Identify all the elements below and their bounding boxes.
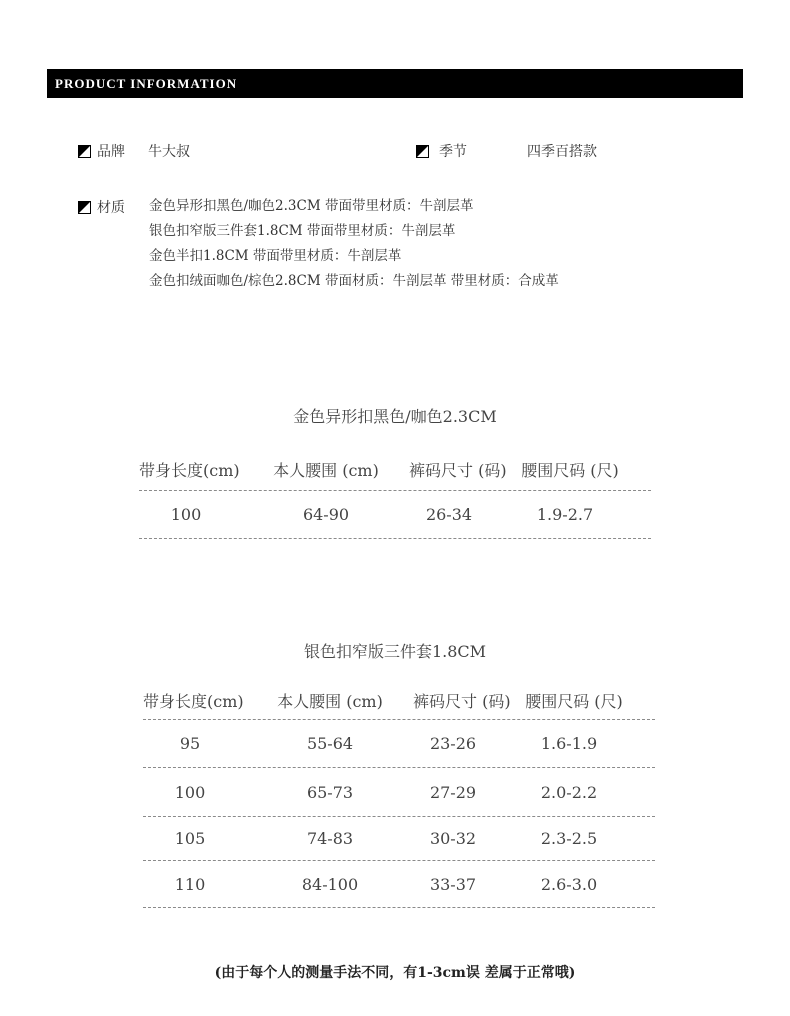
column-header: 本人腰围 (cm)	[277, 692, 383, 711]
size-table	[143, 689, 655, 908]
table-cell: 26-34	[425, 505, 473, 524]
brand-value: 牛大叔	[148, 144, 190, 160]
table-cell: 64-90	[302, 505, 350, 524]
section-header: PRODUCT INFORMATION	[47, 69, 743, 98]
table-cell: 95	[179, 734, 201, 753]
table-cell: 1.6-1.9	[540, 734, 598, 753]
table-cell: 30-32	[429, 829, 477, 848]
material-line: 金色扣绒面咖色/棕色2.8CM 带面材质：牛剖层革 带里材质：合成革	[149, 273, 559, 289]
column-header: 腰围尺码 (尺)	[521, 461, 619, 480]
measurement-footnote: (由于每个人的测量手法不同，有1-3cm误 差属于正常哦)	[214, 965, 576, 981]
table-cell: 2.6-3.0	[540, 874, 598, 894]
size-table-title: 银色扣窄版三件套1.8CM	[303, 642, 487, 661]
table-row	[139, 491, 651, 538]
column-header: 本人腰围 (cm)	[273, 461, 379, 480]
material-label: 材质	[97, 200, 125, 216]
table-cell: 65-73	[306, 782, 354, 802]
season-label: 季节	[439, 144, 467, 160]
table-cell: 1.9-2.7	[536, 505, 594, 524]
half-square-icon	[416, 145, 429, 158]
table-header-row	[143, 689, 655, 719]
column-header: 带身长度(cm)	[139, 461, 240, 480]
table-row	[143, 861, 655, 907]
size-table	[139, 458, 651, 539]
table-cell: 33-37	[429, 874, 477, 894]
brand-label: 品牌	[97, 144, 125, 160]
divider	[139, 538, 651, 539]
table-row	[143, 720, 655, 767]
material-line: 银色扣窄版三件套1.8CM 带面带里材质：牛剖层革	[149, 223, 456, 239]
material-attribute	[78, 197, 125, 217]
size-table-title: 金色异形扣黑色/咖色2.3CM	[293, 407, 497, 426]
material-lines	[149, 197, 559, 297]
half-square-icon	[78, 201, 91, 214]
divider	[143, 907, 655, 908]
column-header: 腰围尺码 (尺)	[525, 692, 623, 711]
column-header: 带身长度(cm)	[143, 692, 244, 711]
table-row	[143, 817, 655, 860]
table-cell: 2.0-2.2	[540, 782, 598, 802]
table-cell: 105	[174, 829, 206, 848]
table-cell: 100	[170, 505, 202, 524]
table-row	[143, 768, 655, 816]
table-cell: 100	[174, 782, 206, 802]
material-line: 金色异形扣黑色/咖色2.3CM 带面带里材质：牛剖层革	[149, 198, 474, 214]
table-cell: 110	[174, 874, 206, 894]
table-cell: 74-83	[306, 829, 354, 848]
table-cell: 84-100	[301, 874, 359, 894]
table-cell: 2.3-2.5	[540, 829, 598, 848]
material-line: 金色半扣1.8CM 带面带里材质：牛剖层革	[149, 248, 402, 264]
season-value: 四季百搭款	[527, 144, 597, 160]
table-header-row	[139, 458, 651, 490]
column-header: 裤码尺寸 (码)	[413, 692, 511, 711]
season-attribute	[416, 141, 467, 161]
table-cell: 55-64	[306, 734, 354, 753]
brand-attribute	[78, 141, 125, 161]
table-cell: 23-26	[429, 734, 477, 753]
table-cell: 27-29	[429, 782, 477, 802]
column-header: 裤码尺寸 (码)	[409, 461, 507, 480]
half-square-icon	[78, 145, 91, 158]
